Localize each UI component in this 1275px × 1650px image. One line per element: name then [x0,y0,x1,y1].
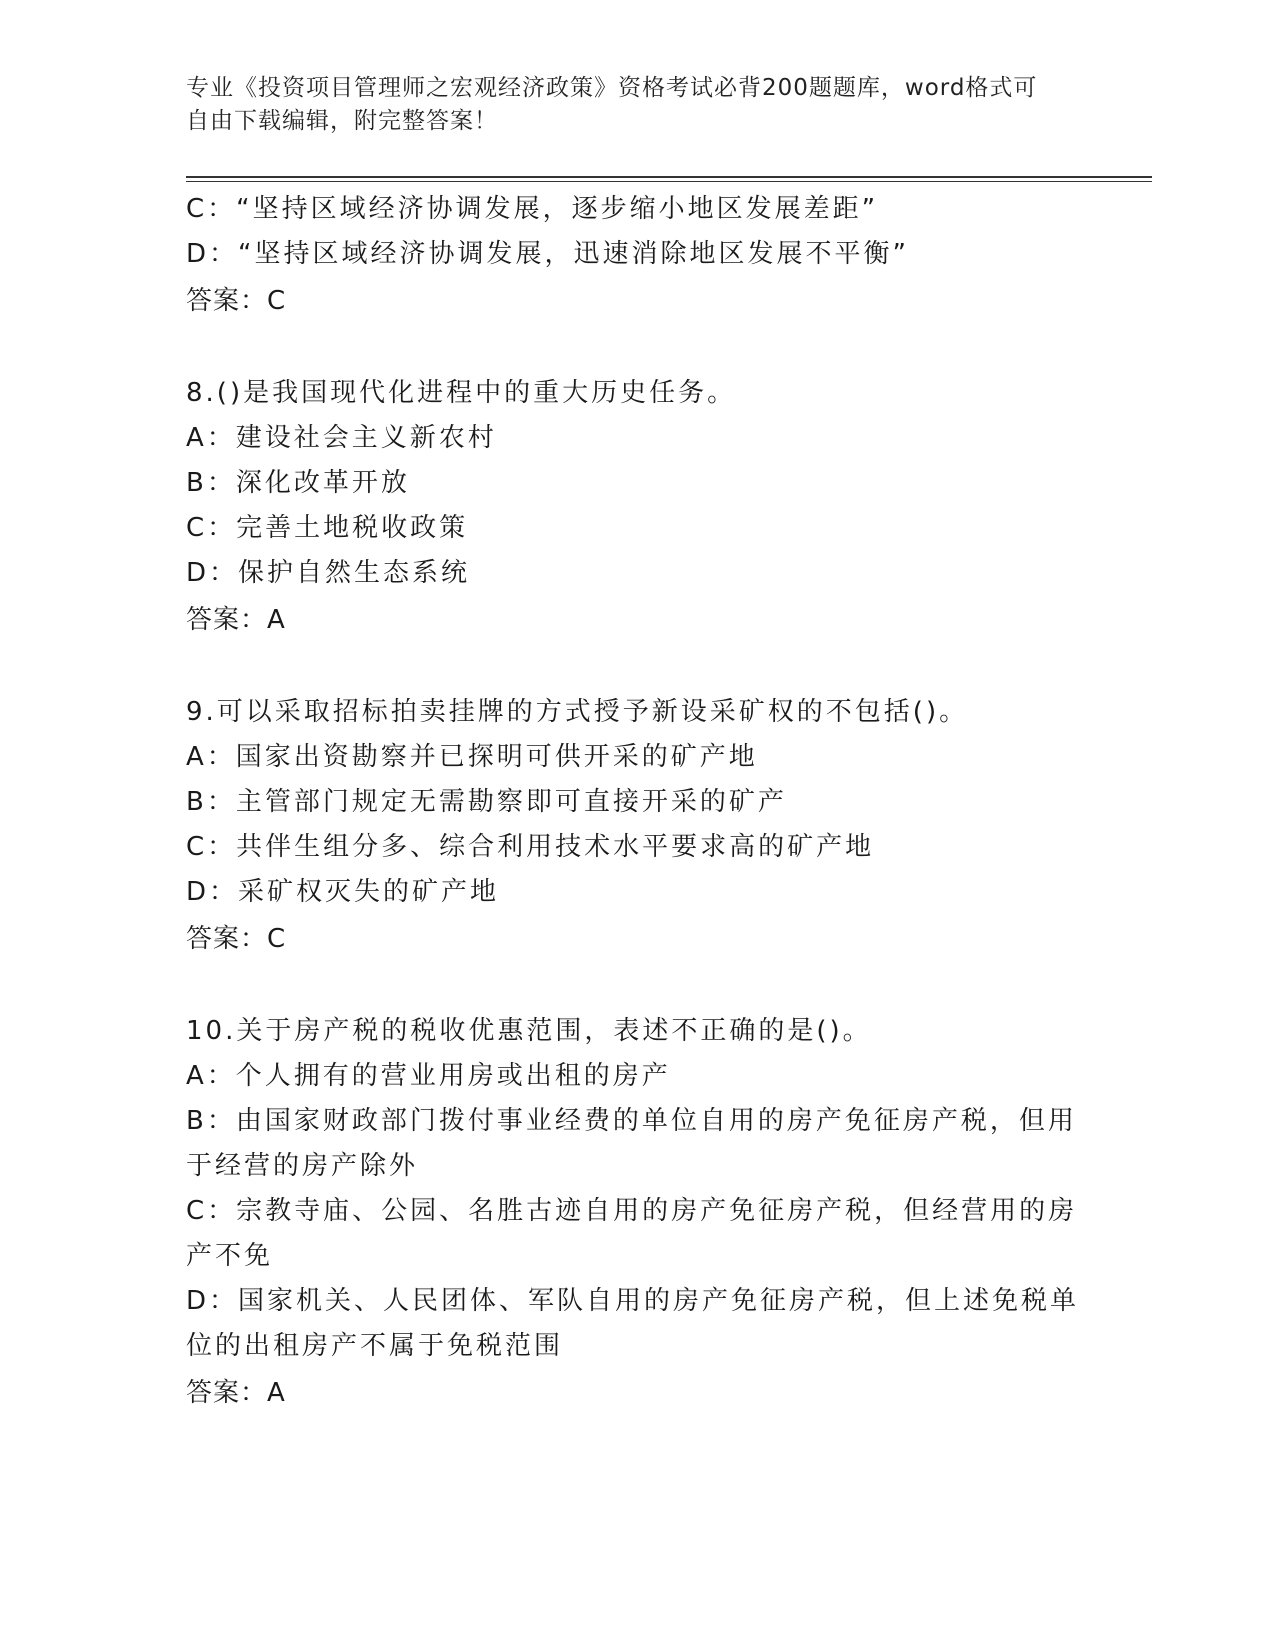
spacer [186,644,1086,690]
question-block-9 [186,690,1086,963]
question-block-10 [186,1009,1086,1417]
option-line: A：个人拥有的营业用房或出租的房产 [186,1061,671,1091]
question-stem: 10.关于房产税的税收优惠范围，表述不正确的是()。 [186,1016,872,1046]
question-content [186,187,1086,1417]
option-line: B：由国家财政部门拨付事业经费的单位自用的房产免征房产税，但用 [186,1106,1077,1136]
option-line: C：宗教寺庙、公园、名胜古迹自用的房产免征房产税，但经营用的房 [186,1196,1078,1226]
option-line: D：国家机关、人民团体、军队自用的房产免征房产税，但上述免税单 [186,1286,1080,1316]
question-block-7 [186,187,1086,325]
option-line: 位的出租房产不属于免税范围 [186,1331,564,1361]
option-line: 产不免 [186,1241,274,1271]
option-line: B：主管部门规定无需勘察即可直接开采的矿产 [186,787,787,817]
option-line: D：“坚持区域经济协调发展，迅速消除地区发展不平衡” [186,239,909,269]
question-block-8 [186,371,1086,644]
option-line: D：采矿权灭失的矿产地 [186,877,500,907]
answer-line: 答案：A [186,605,286,635]
header-line: 专业《投资项目管理师之宏观经济政策》资格考试必背200题题库，word格式可 [186,75,1038,101]
answer-line: 答案：A [186,1378,286,1408]
option-line: 于经营的房产除外 [186,1151,419,1181]
page-header [186,72,1066,138]
spacer [186,325,1086,371]
option-line: A：国家出资勘察并已探明可供开采的矿产地 [186,742,758,772]
header-divider [186,176,1152,178]
option-line: B：深化改革开放 [186,468,410,498]
option-line: A：建设社会主义新农村 [186,423,497,453]
option-line: C：“坚持区域经济协调发展，逐步缩小地区发展差距” [186,194,879,224]
option-line: C：完善土地税收政策 [186,513,469,543]
header-line: 自由下载编辑，附完整答案！ [186,108,498,134]
option-line: D：保护自然生态系统 [186,558,471,588]
question-stem: 8.()是我国现代化进程中的重大历史任务。 [186,378,737,408]
spacer [186,963,1086,1009]
answer-line: 答案：C [186,924,287,954]
question-stem: 9.可以采取招标拍卖挂牌的方式授予新设采矿权的不包括()。 [186,697,969,727]
answer-line: 答案：C [186,286,287,316]
header-divider [186,181,1152,182]
option-line: C：共伴生组分多、综合利用技术水平要求高的矿产地 [186,832,875,862]
